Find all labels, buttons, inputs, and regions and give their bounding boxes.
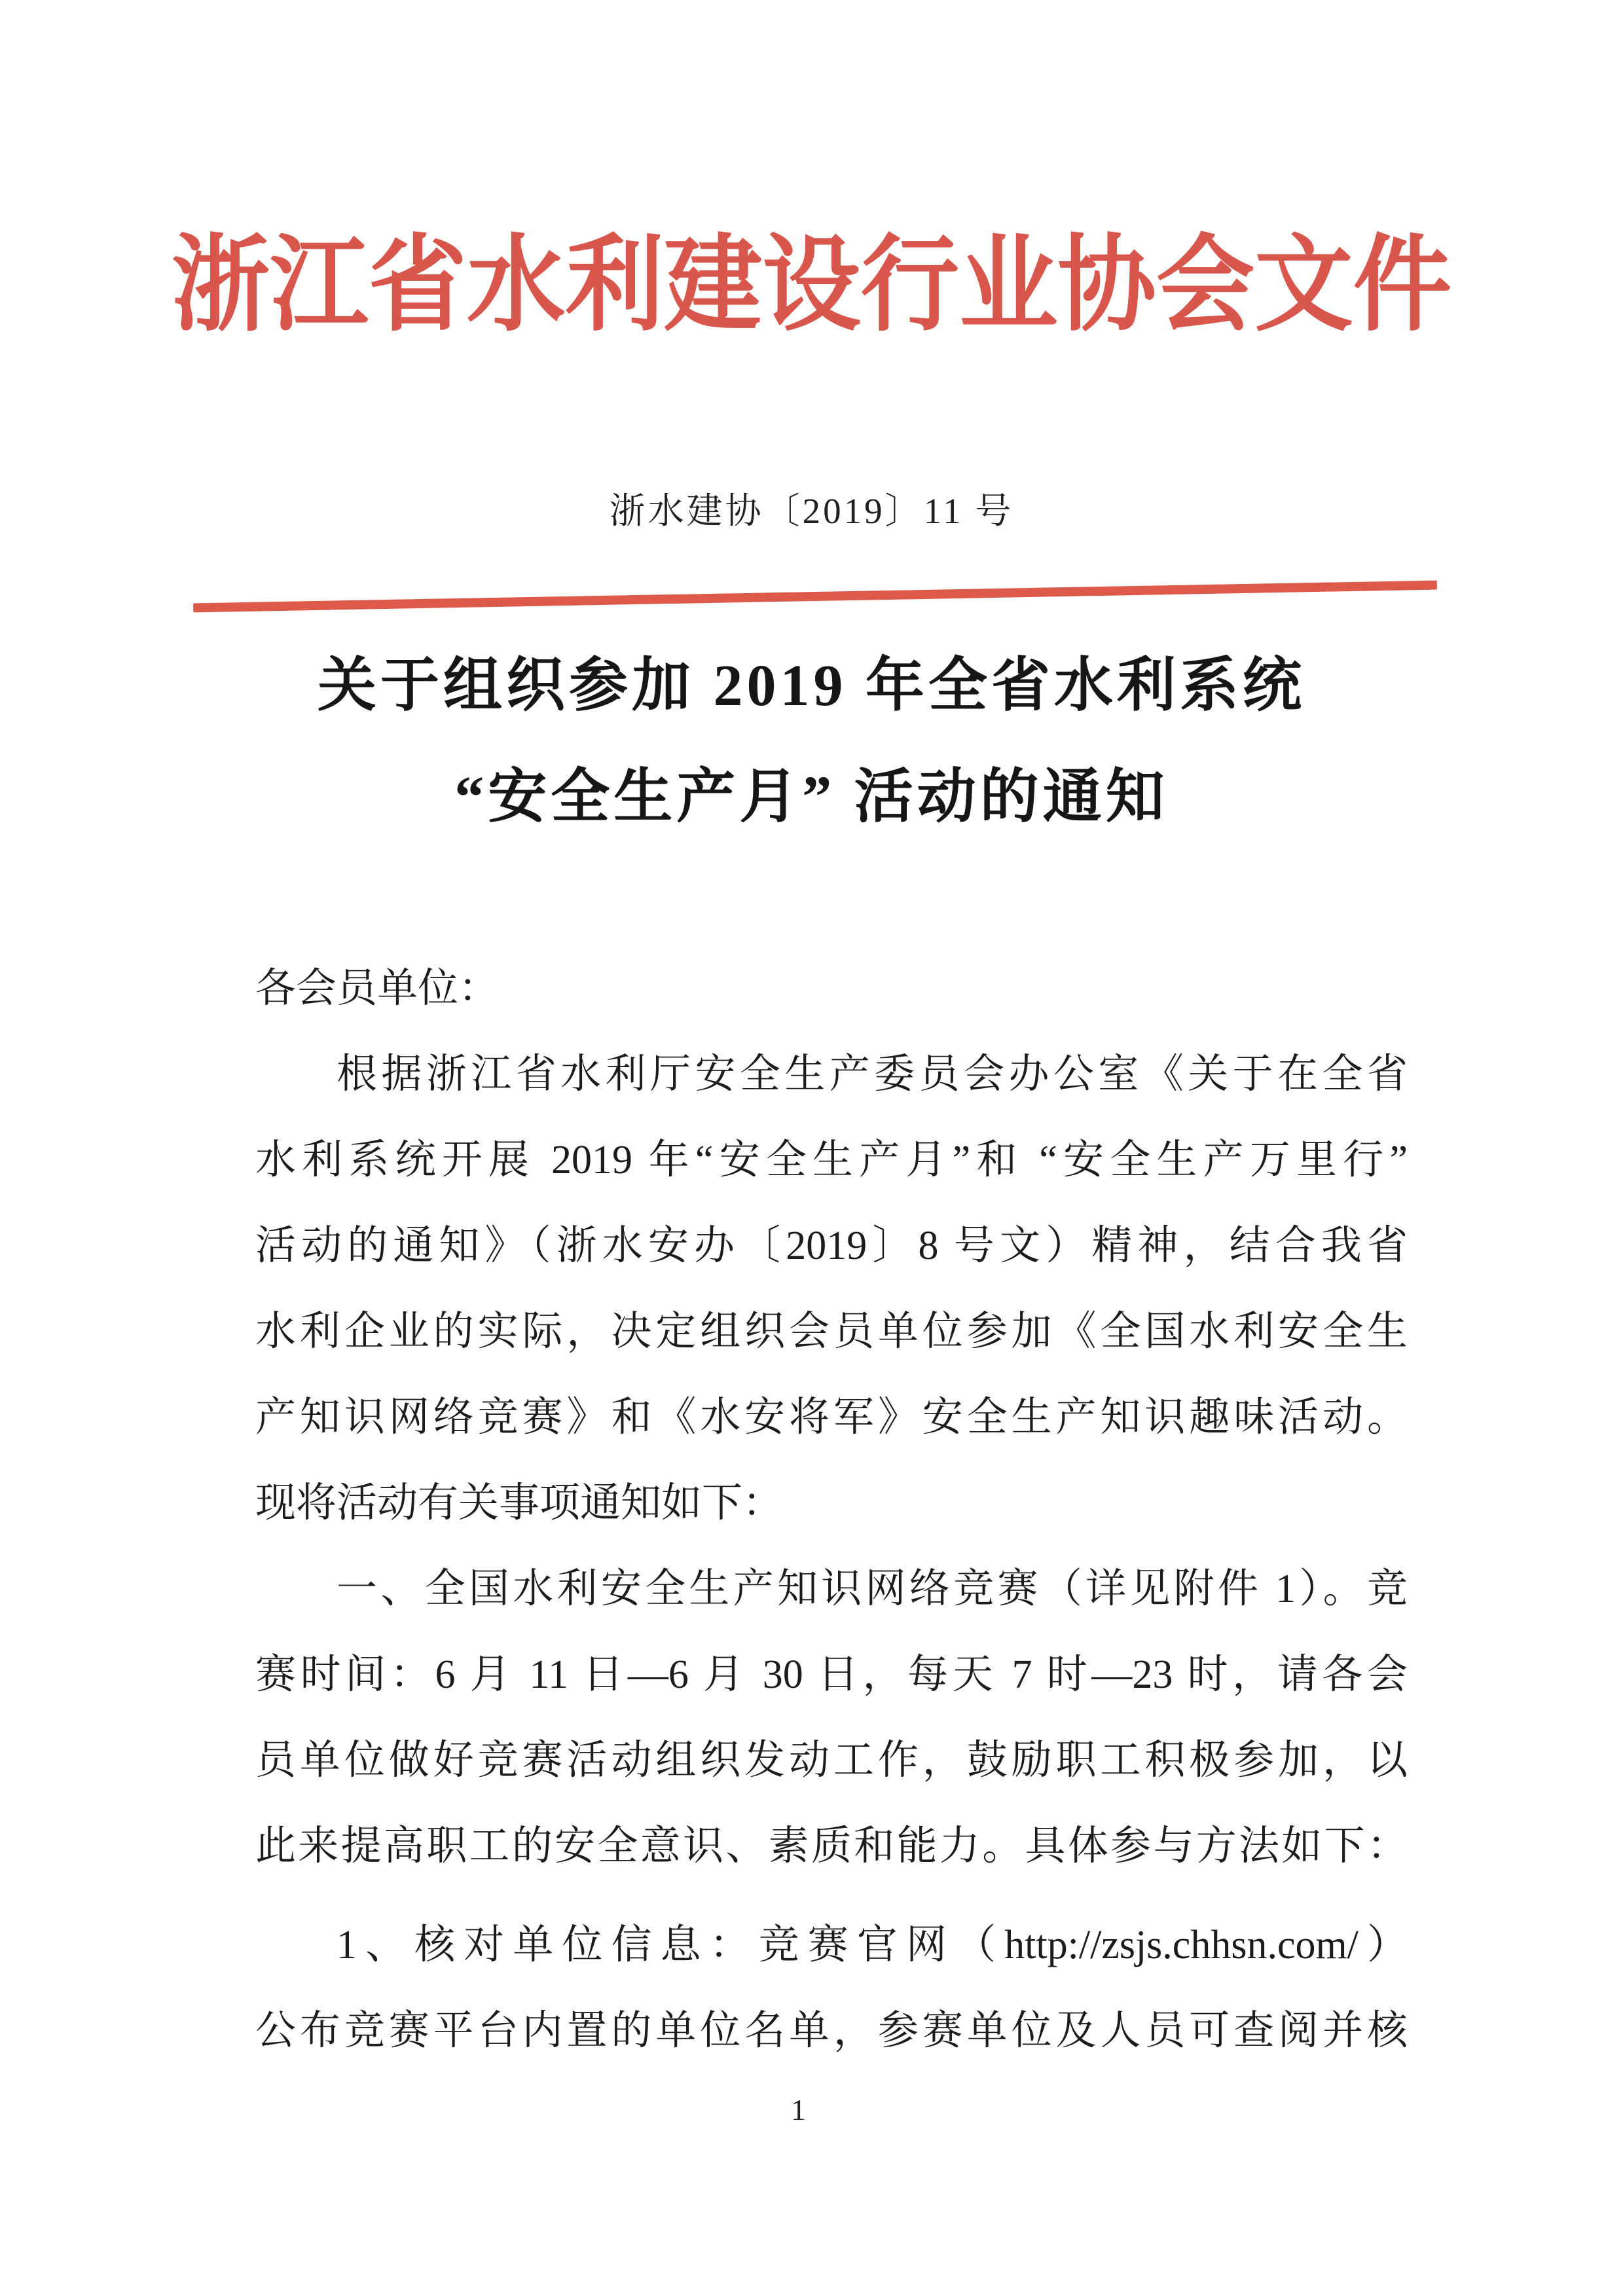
body-line: 水利系统开展 2019 年“安全生产月”和 “安全生产万里行” (255, 1138, 1408, 1182)
body-line-step-1: 1、核对单位信息：竞赛官网（http://zsjs.chhsn.com/） (337, 1923, 1408, 1967)
page-number: 1 (791, 2093, 806, 2126)
body-line: 公布竞赛平台内置的单位名单，参赛单位及人员可查阅并核 (255, 2009, 1408, 2053)
body-line: 活动的通知》（浙水安办〔2019〕8 号文）精神，结合我省 (255, 1224, 1408, 1268)
body-line: 产知识网络竞赛》和《水安将军》安全生产知识趣味活动。 (255, 1395, 1408, 1440)
notice-title-line-1: 关于组织参加 2019 年全省水利系统 (318, 653, 1305, 718)
body-line: 根据浙江省水利厅安全生产委员会办公室《关于在全省 (337, 1052, 1408, 1097)
body-line: 赛时间：6 月 11 日—6 月 30 日，每天 7 时—23 时，请各会 (255, 1652, 1408, 1697)
letterhead-title: 浙江省水利建设行业协会文件 (171, 227, 1452, 344)
body-line: 现将活动有关事项通知如下： (255, 1481, 784, 1525)
red-separator-rule (193, 581, 1437, 613)
body-line: 此来提高职工的安全意识、素质和能力。具体参与方法如下： (255, 1824, 1408, 1868)
body-line-salutation: 各会员单位： (255, 966, 500, 1011)
body-line: 水利企业的实际，决定组织会员单位参加《全国水利安全生 (255, 1309, 1408, 1354)
notice-title-line-2: “安全生产月” 活动的通知 (454, 765, 1169, 829)
document-number: 浙水建协〔2019〕11 号 (609, 491, 1014, 531)
notice-body (255, 946, 1408, 2074)
body-line-item-1: 一、全国水利安全生产知识网络竞赛（详见附件 1）。竞 (337, 1567, 1408, 1611)
body-line: 员单位做好竞赛活动组织发动工作，鼓励职工积极参加，以 (255, 1738, 1408, 1783)
